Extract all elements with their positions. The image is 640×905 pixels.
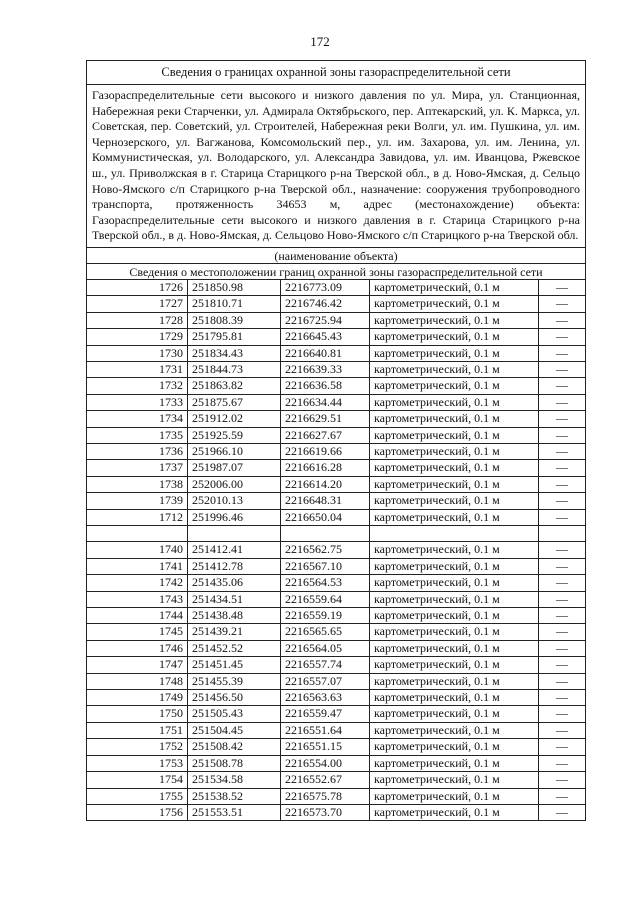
method-cell: картометрический, 0.1 м (370, 312, 539, 328)
x-coordinate-cell: 251438.48 (188, 608, 281, 624)
point-number-cell: 1739 (87, 493, 188, 509)
method-cell: картометрический, 0.1 м (370, 542, 539, 558)
y-coordinate-cell: 2216773.09 (281, 280, 370, 296)
remark-cell: — (539, 657, 586, 673)
y-coordinate-cell: 2216639.33 (281, 361, 370, 377)
remark-cell: — (539, 558, 586, 574)
y-coordinate-cell: 2216629.51 (281, 411, 370, 427)
x-coordinate-cell: 251925.59 (188, 427, 281, 443)
table-row (87, 526, 585, 542)
point-number-cell: 1732 (87, 378, 188, 394)
x-coordinate-cell: 251966.10 (188, 444, 281, 460)
x-coordinate-cell: 251534.58 (188, 772, 281, 788)
table-row (87, 427, 585, 443)
remark-cell: — (539, 706, 586, 722)
method-cell: картометрический, 0.1 м (370, 476, 539, 492)
y-coordinate-cell: 2216564.05 (281, 640, 370, 656)
point-number-cell: 1747 (87, 657, 188, 673)
coordinates-table-body (87, 280, 585, 820)
method-cell: картометрический, 0.1 м (370, 624, 539, 640)
method-cell: картометрический, 0.1 м (370, 657, 539, 673)
y-coordinate-cell: 2216650.04 (281, 509, 370, 525)
x-coordinate-cell: 251452.52 (188, 640, 281, 656)
table-row (87, 493, 585, 509)
remark-cell: — (539, 427, 586, 443)
object-description: Газораспределительные сети высокого и низкого давления по ул. Мира, ул. Станционная, Набережная реки Старченки, ул. Адмирала Октябрьского, пер. Аптекарский, ул. К. Маркса, ул. Советская, пер. Советский, ул. Строителей, Набережная реки Волги, ул. им. Пушкина, ул. им. Чернозерского, ул. Вагжанова, Комсомольский пер., ул. им. Захарова, ул. им. Ленина, ул. Коммунистическая, ул. Володарского, ул. Александра Завидова, ул. им. Иванцова, Ржевское ш., ул. Приволжская в г. Старица Старицкого р-на Тверской обл., в д. Ново-Ямская, д. Сельцо Ново-Ямского с/п Старицкого р-на Тверской обл., назначение: сооружения трубопроводного транспорта, протяженность 34653 м, адрес (местонахождение) объекта: Газораспределительные сети высокого и низкого давления в г. Старица Старицкого р-на Тверской обл., в д. Ново-Ямская, д. Сельцово Ново-Ямского с/п Старицкого р-на Тверской обл. (87, 85, 585, 248)
table-row (87, 476, 585, 492)
method-cell: картометрический, 0.1 м (370, 673, 539, 689)
y-coordinate-cell: 2216725.94 (281, 312, 370, 328)
remark-cell (539, 526, 586, 542)
table-row (87, 640, 585, 656)
point-number-cell: 1752 (87, 739, 188, 755)
method-cell: картометрический, 0.1 м (370, 280, 539, 296)
y-coordinate-cell: 2216557.07 (281, 673, 370, 689)
point-number-cell: 1731 (87, 361, 188, 377)
method-cell: картометрический, 0.1 м (370, 444, 539, 460)
remark-cell: — (539, 575, 586, 591)
method-cell: картометрический, 0.1 м (370, 394, 539, 410)
y-coordinate-cell: 2216640.81 (281, 345, 370, 361)
point-number-cell: 1728 (87, 312, 188, 328)
method-cell: картометрический, 0.1 м (370, 361, 539, 377)
table-row (87, 444, 585, 460)
remark-cell: — (539, 378, 586, 394)
table-row (87, 460, 585, 476)
point-number-cell: 1736 (87, 444, 188, 460)
table-row (87, 329, 585, 345)
remark-cell: — (539, 493, 586, 509)
method-cell: картометрический, 0.1 м (370, 345, 539, 361)
point-number-cell: 1754 (87, 772, 188, 788)
point-number-cell: 1733 (87, 394, 188, 410)
table-row (87, 657, 585, 673)
remark-cell: — (539, 608, 586, 624)
method-cell: картометрический, 0.1 м (370, 460, 539, 476)
remark-cell: — (539, 361, 586, 377)
method-cell: картометрический, 0.1 м (370, 427, 539, 443)
point-number-cell: 1744 (87, 608, 188, 624)
point-number-cell: 1755 (87, 788, 188, 804)
remark-cell: — (539, 772, 586, 788)
table-row (87, 558, 585, 574)
y-coordinate-cell: 2216567.10 (281, 558, 370, 574)
x-coordinate-cell: 251538.52 (188, 788, 281, 804)
remark-cell: — (539, 296, 586, 312)
x-coordinate-cell: 251810.71 (188, 296, 281, 312)
table-row (87, 673, 585, 689)
method-cell: картометрический, 0.1 м (370, 640, 539, 656)
x-coordinate-cell: 251795.81 (188, 329, 281, 345)
method-cell: картометрический, 0.1 м (370, 739, 539, 755)
point-number-cell: 1750 (87, 706, 188, 722)
point-number-cell: 1729 (87, 329, 188, 345)
table-row (87, 706, 585, 722)
method-cell: картометрический, 0.1 м (370, 608, 539, 624)
remark-cell: — (539, 755, 586, 771)
method-cell: картометрический, 0.1 м (370, 591, 539, 607)
location-caption: Сведения о местоположении границ охранной зоны газораспределительной сети (87, 264, 585, 280)
x-coordinate-cell: 251508.78 (188, 755, 281, 771)
y-coordinate-cell: 2216616.28 (281, 460, 370, 476)
y-coordinate-cell: 2216551.64 (281, 722, 370, 738)
point-number-cell: 1741 (87, 558, 188, 574)
x-coordinate-cell: 251863.82 (188, 378, 281, 394)
point-number-cell: 1712 (87, 509, 188, 525)
point-number-cell: 1751 (87, 722, 188, 738)
method-cell: картометрический, 0.1 м (370, 558, 539, 574)
y-coordinate-cell: 2216563.63 (281, 690, 370, 706)
x-coordinate-cell: 251850.98 (188, 280, 281, 296)
point-number-cell: 1746 (87, 640, 188, 656)
method-cell: картометрический, 0.1 м (370, 804, 539, 820)
y-coordinate-cell: 2216552.67 (281, 772, 370, 788)
method-cell: картометрический, 0.1 м (370, 788, 539, 804)
point-number-cell: 1735 (87, 427, 188, 443)
coordinates-table (87, 280, 585, 820)
table-row (87, 722, 585, 738)
method-cell: картометрический, 0.1 м (370, 772, 539, 788)
method-cell: картометрический, 0.1 м (370, 329, 539, 345)
remark-cell: — (539, 394, 586, 410)
y-coordinate-cell: 2216575.78 (281, 788, 370, 804)
remark-cell: — (539, 739, 586, 755)
table-row (87, 280, 585, 296)
y-coordinate-cell: 2216559.19 (281, 608, 370, 624)
y-coordinate-cell: 2216648.31 (281, 493, 370, 509)
x-coordinate-cell: 251553.51 (188, 804, 281, 820)
table-row (87, 804, 585, 820)
table-row (87, 591, 585, 607)
method-cell: картометрический, 0.1 м (370, 690, 539, 706)
x-coordinate-cell: 252010.13 (188, 493, 281, 509)
y-coordinate-cell: 2216562.75 (281, 542, 370, 558)
x-coordinate-cell: 251875.67 (188, 394, 281, 410)
table-row (87, 378, 585, 394)
y-coordinate-cell: 2216551.15 (281, 739, 370, 755)
remark-cell: — (539, 444, 586, 460)
x-coordinate-cell: 251808.39 (188, 312, 281, 328)
y-coordinate-cell: 2216559.47 (281, 706, 370, 722)
table-row (87, 624, 585, 640)
y-coordinate-cell: 2216746.42 (281, 296, 370, 312)
x-coordinate-cell: 251455.39 (188, 673, 281, 689)
table-row (87, 739, 585, 755)
remark-cell: — (539, 411, 586, 427)
table-row (87, 542, 585, 558)
table-row (87, 361, 585, 377)
table-row (87, 690, 585, 706)
remark-cell: — (539, 312, 586, 328)
x-coordinate-cell: 251844.73 (188, 361, 281, 377)
method-cell: картометрический, 0.1 м (370, 509, 539, 525)
table-row (87, 509, 585, 525)
remark-cell: — (539, 542, 586, 558)
remark-cell: — (539, 624, 586, 640)
y-coordinate-cell: 2216634.44 (281, 394, 370, 410)
remark-cell: — (539, 673, 586, 689)
x-coordinate-cell: 251987.07 (188, 460, 281, 476)
x-coordinate-cell: 251434.51 (188, 591, 281, 607)
remark-cell: — (539, 460, 586, 476)
x-coordinate-cell: 251504.45 (188, 722, 281, 738)
remark-cell: — (539, 690, 586, 706)
method-cell: картометрический, 0.1 м (370, 493, 539, 509)
table-row (87, 411, 585, 427)
y-coordinate-cell: 2216645.43 (281, 329, 370, 345)
y-coordinate-cell: 2216564.53 (281, 575, 370, 591)
remark-cell: — (539, 509, 586, 525)
method-cell: картометрический, 0.1 м (370, 722, 539, 738)
x-coordinate-cell: 251435.06 (188, 575, 281, 591)
point-number-cell: 1748 (87, 673, 188, 689)
x-coordinate-cell (188, 526, 281, 542)
method-cell: картометрический, 0.1 м (370, 378, 539, 394)
table-row (87, 772, 585, 788)
remark-cell: — (539, 788, 586, 804)
remark-cell: — (539, 591, 586, 607)
remark-cell: — (539, 722, 586, 738)
x-coordinate-cell: 251912.02 (188, 411, 281, 427)
table-row (87, 345, 585, 361)
x-coordinate-cell: 251508.42 (188, 739, 281, 755)
point-number-cell: 1753 (87, 755, 188, 771)
point-number-cell: 1730 (87, 345, 188, 361)
remark-cell: — (539, 476, 586, 492)
point-number-cell: 1745 (87, 624, 188, 640)
y-coordinate-cell: 2216636.58 (281, 378, 370, 394)
y-coordinate-cell: 2216627.67 (281, 427, 370, 443)
table-row (87, 296, 585, 312)
table-row (87, 394, 585, 410)
method-cell: картометрический, 0.1 м (370, 411, 539, 427)
x-coordinate-cell: 251412.41 (188, 542, 281, 558)
method-cell: картометрический, 0.1 м (370, 575, 539, 591)
x-coordinate-cell: 251996.46 (188, 509, 281, 525)
y-coordinate-cell: 2216573.70 (281, 804, 370, 820)
point-number-cell: 1749 (87, 690, 188, 706)
table-row (87, 608, 585, 624)
y-coordinate-cell: 2216554.00 (281, 755, 370, 771)
x-coordinate-cell: 251439.21 (188, 624, 281, 640)
y-coordinate-cell: 2216565.65 (281, 624, 370, 640)
y-coordinate-cell (281, 526, 370, 542)
method-cell: картометрический, 0.1 м (370, 706, 539, 722)
page-number: 172 (310, 34, 330, 49)
method-cell: картометрический, 0.1 м (370, 755, 539, 771)
remark-cell: — (539, 280, 586, 296)
object-caption: (наименование объекта) (87, 248, 585, 264)
x-coordinate-cell: 251505.43 (188, 706, 281, 722)
x-coordinate-cell: 251834.43 (188, 345, 281, 361)
table-row (87, 755, 585, 771)
remark-cell: — (539, 640, 586, 656)
x-coordinate-cell: 252006.00 (188, 476, 281, 492)
point-number-cell: 1737 (87, 460, 188, 476)
point-number-cell: 1727 (87, 296, 188, 312)
point-number-cell (87, 526, 188, 542)
y-coordinate-cell: 2216619.66 (281, 444, 370, 460)
section-title: Сведения о границах охранной зоны газораспределительной сети (87, 61, 585, 85)
point-number-cell: 1743 (87, 591, 188, 607)
remark-cell: — (539, 345, 586, 361)
point-number-cell: 1726 (87, 280, 188, 296)
method-cell: картометрический, 0.1 м (370, 296, 539, 312)
table-row (87, 575, 585, 591)
y-coordinate-cell: 2216559.64 (281, 591, 370, 607)
x-coordinate-cell: 251451.45 (188, 657, 281, 673)
remark-cell: — (556, 804, 568, 819)
point-number-cell: 1742 (87, 575, 188, 591)
point-number-cell: 1756 (87, 804, 188, 820)
table-row (87, 788, 585, 804)
method-cell (370, 526, 539, 542)
table-row (87, 312, 585, 328)
y-coordinate-cell: 2216557.74 (281, 657, 370, 673)
point-number-cell: 1740 (87, 542, 188, 558)
x-coordinate-cell: 251456.50 (188, 690, 281, 706)
x-coordinate-cell: 251412.78 (188, 558, 281, 574)
point-number-cell: 1738 (87, 476, 188, 492)
document-sheet (86, 60, 586, 821)
remark-cell: — (539, 329, 586, 345)
point-number-cell: 1734 (87, 411, 188, 427)
y-coordinate-cell: 2216614.20 (281, 476, 370, 492)
